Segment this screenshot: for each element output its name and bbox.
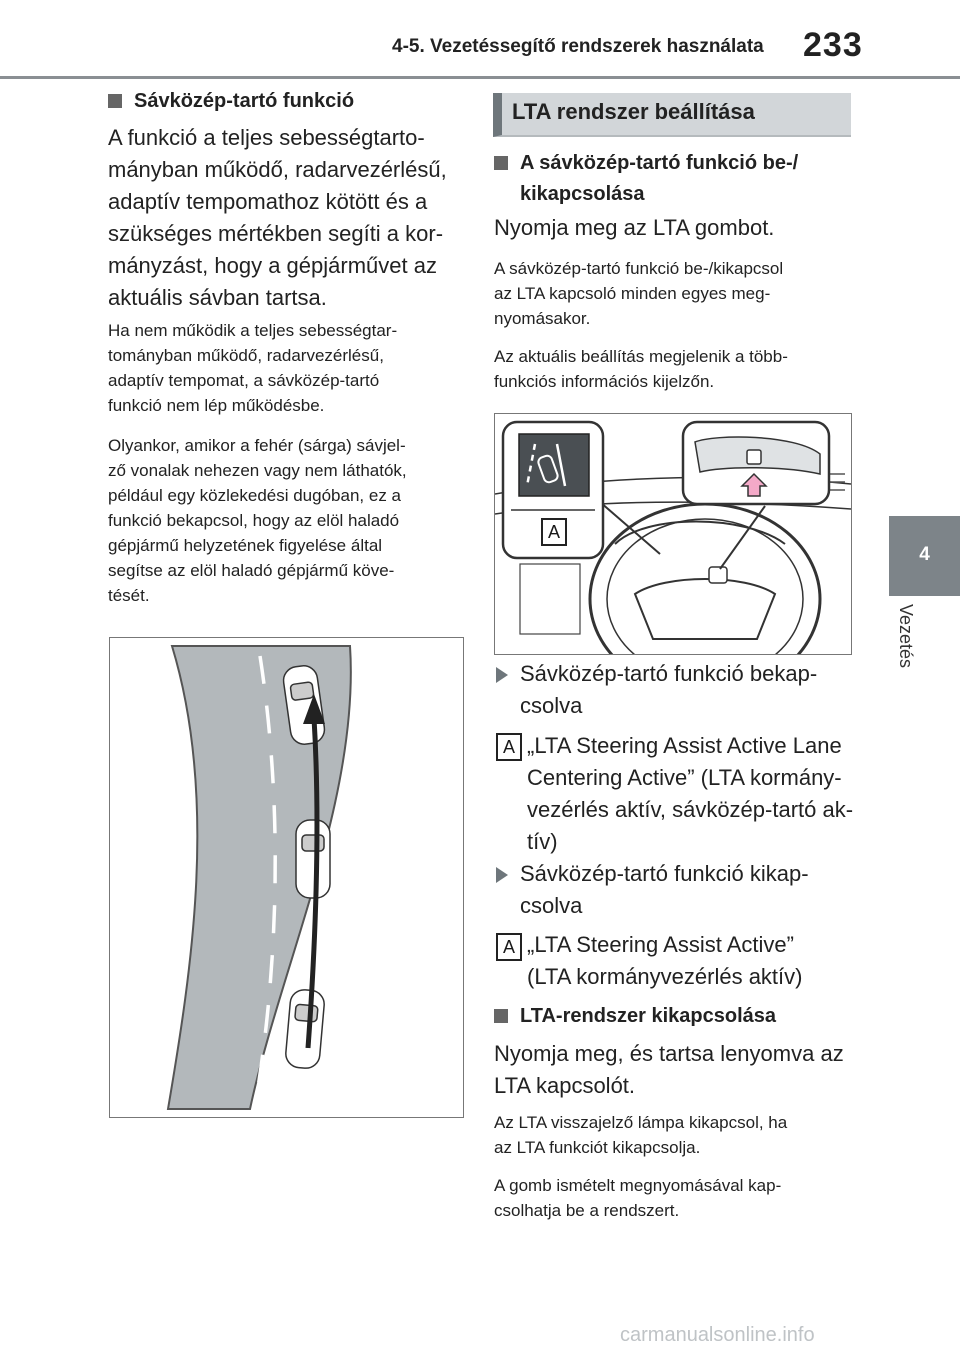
toggle-note-2 [494, 344, 788, 394]
text-line: mányzást, hogy a gépjárművet az [108, 253, 437, 278]
state-off-description [527, 929, 802, 993]
text-line: adaptív tempomathoz kötött és a [108, 189, 428, 214]
triangle-bullet-icon [496, 867, 508, 883]
text-line: csolhatja be a rendszert. [494, 1201, 680, 1220]
intro-paragraph [108, 122, 447, 314]
text-line: tományban működő, radarvezérlésű, [108, 346, 384, 365]
text-line: az LTA funkciót kikapcsolja. [494, 1138, 701, 1157]
car-icon [296, 820, 330, 898]
text-line: mányban működő, radarvezérlésű, [108, 157, 447, 182]
toggle-heading-line: A sávközép-tartó funkció be-/ [520, 152, 799, 174]
text-line: Az LTA visszajelző lámpa kikapcsol, ha [494, 1113, 788, 1132]
state-off-label-a: A [496, 933, 522, 961]
header-divider [0, 76, 960, 79]
state-off-bullet [496, 858, 809, 922]
section-title: 4-5. Vezetéssegítő rendszerek használata [392, 36, 764, 57]
text-line: az LTA kapcsoló minden egyes meg- [494, 284, 771, 303]
text-line: csolva [520, 893, 583, 918]
lta-settings-title: LTA rendszer beállítása [512, 99, 755, 124]
lane-centering-heading [108, 86, 354, 117]
lane-centering-figure [109, 637, 464, 1118]
lta-off-note-1 [494, 1110, 787, 1160]
lta-off-note-2 [494, 1173, 781, 1223]
text-line: nyomásakor. [494, 309, 591, 328]
text-line: Ha nem működik a teljes sebességtar- [108, 321, 398, 340]
toggle-heading [494, 148, 798, 210]
text-line: tív) [527, 829, 558, 854]
text-line: tését. [108, 586, 150, 605]
cockpit-figure [494, 413, 852, 655]
toggle-note-1 [494, 256, 783, 331]
note-paragraph-2 [108, 433, 407, 608]
text-line: Sávközép-tartó funkció kikap- [520, 861, 809, 886]
car-icon [285, 989, 326, 1070]
text-line: Az aktuális beállítás megjelenik a több- [494, 347, 788, 366]
square-bullet-icon [494, 156, 508, 170]
state-on-bullet [496, 658, 817, 722]
text-line: például egy közlekedési dugóban, ez a [108, 486, 401, 505]
state-on-description [527, 730, 853, 858]
square-bullet-icon [108, 94, 122, 108]
triangle-bullet-icon [496, 667, 508, 683]
note-paragraph-1 [108, 318, 397, 418]
toggle-heading-line: kikapcsolása [520, 183, 645, 205]
text-line: segítse az elöl haladó gépjármű köve- [108, 561, 395, 580]
text-line: gépjármű helyzetének figyelése által [108, 536, 383, 555]
chapter-label-wrap [890, 604, 940, 694]
chapter-tab [889, 516, 960, 596]
text-line: Centering Active” (LTA kormány- [527, 765, 842, 790]
press-lta-instruction: Nyomja meg az LTA gombot. [494, 215, 775, 240]
text-line: aktuális sávban tartsa. [108, 285, 327, 310]
text-line: A sávközép-tartó funkció be-/kikapcsol [494, 259, 784, 278]
state-on-label-a: A [496, 733, 522, 761]
chapter-label: Vezetés [896, 604, 916, 669]
text-line: funkció bekapcsol, hogy az elöl haladó [108, 511, 400, 530]
text-line: Olyankor, amikor a fehér (sárga) sávjel- [108, 436, 406, 455]
lane-centering-heading-text: Sávközép-tartó funkció [134, 90, 355, 112]
text-line: (LTA kormányvezérlés aktív) [527, 964, 803, 989]
text-line: csolva [520, 693, 583, 718]
chapter-number: 4 [919, 544, 930, 565]
text-line: „LTA Steering Assist Active Lane [527, 733, 842, 758]
lta-settings-title-bar [493, 93, 851, 137]
text-line: LTA kapcsolót. [494, 1073, 636, 1098]
text-line: funkciós információs kijelzőn. [494, 372, 715, 391]
text-line: A gomb ismételt megnyomásával kap- [494, 1176, 782, 1195]
text-line: A funkció a teljes sebességtarto- [108, 125, 425, 150]
text-line: ző vonalak nehezen vagy nem láthatók, [108, 461, 407, 480]
text-line: funkció nem lép működésbe. [108, 396, 325, 415]
figure-label-a: A [541, 518, 567, 546]
text-line: „LTA Steering Assist Active” [527, 932, 794, 957]
lta-off-heading-text: LTA-rendszer kikapcsolása [520, 1005, 777, 1027]
lta-off-heading [494, 1001, 776, 1032]
watermark: carmanualsonline.info [620, 1324, 815, 1346]
text-line: Sávközép-tartó funkció bekap- [520, 661, 818, 686]
square-bullet-icon [494, 1009, 508, 1023]
lta-off-instruction [494, 1038, 844, 1102]
page-number: 233 [803, 26, 863, 64]
road-illustration [110, 638, 463, 1117]
text-line: Nyomja meg, és tartsa lenyomva az [494, 1041, 844, 1066]
text-line: szükséges mértékben segíti a kor- [108, 221, 444, 246]
text-line: vezérlés aktív, sávközép-tartó ak- [527, 797, 854, 822]
text-line: adaptív tempomat, a sávközép-tartó [108, 371, 380, 390]
